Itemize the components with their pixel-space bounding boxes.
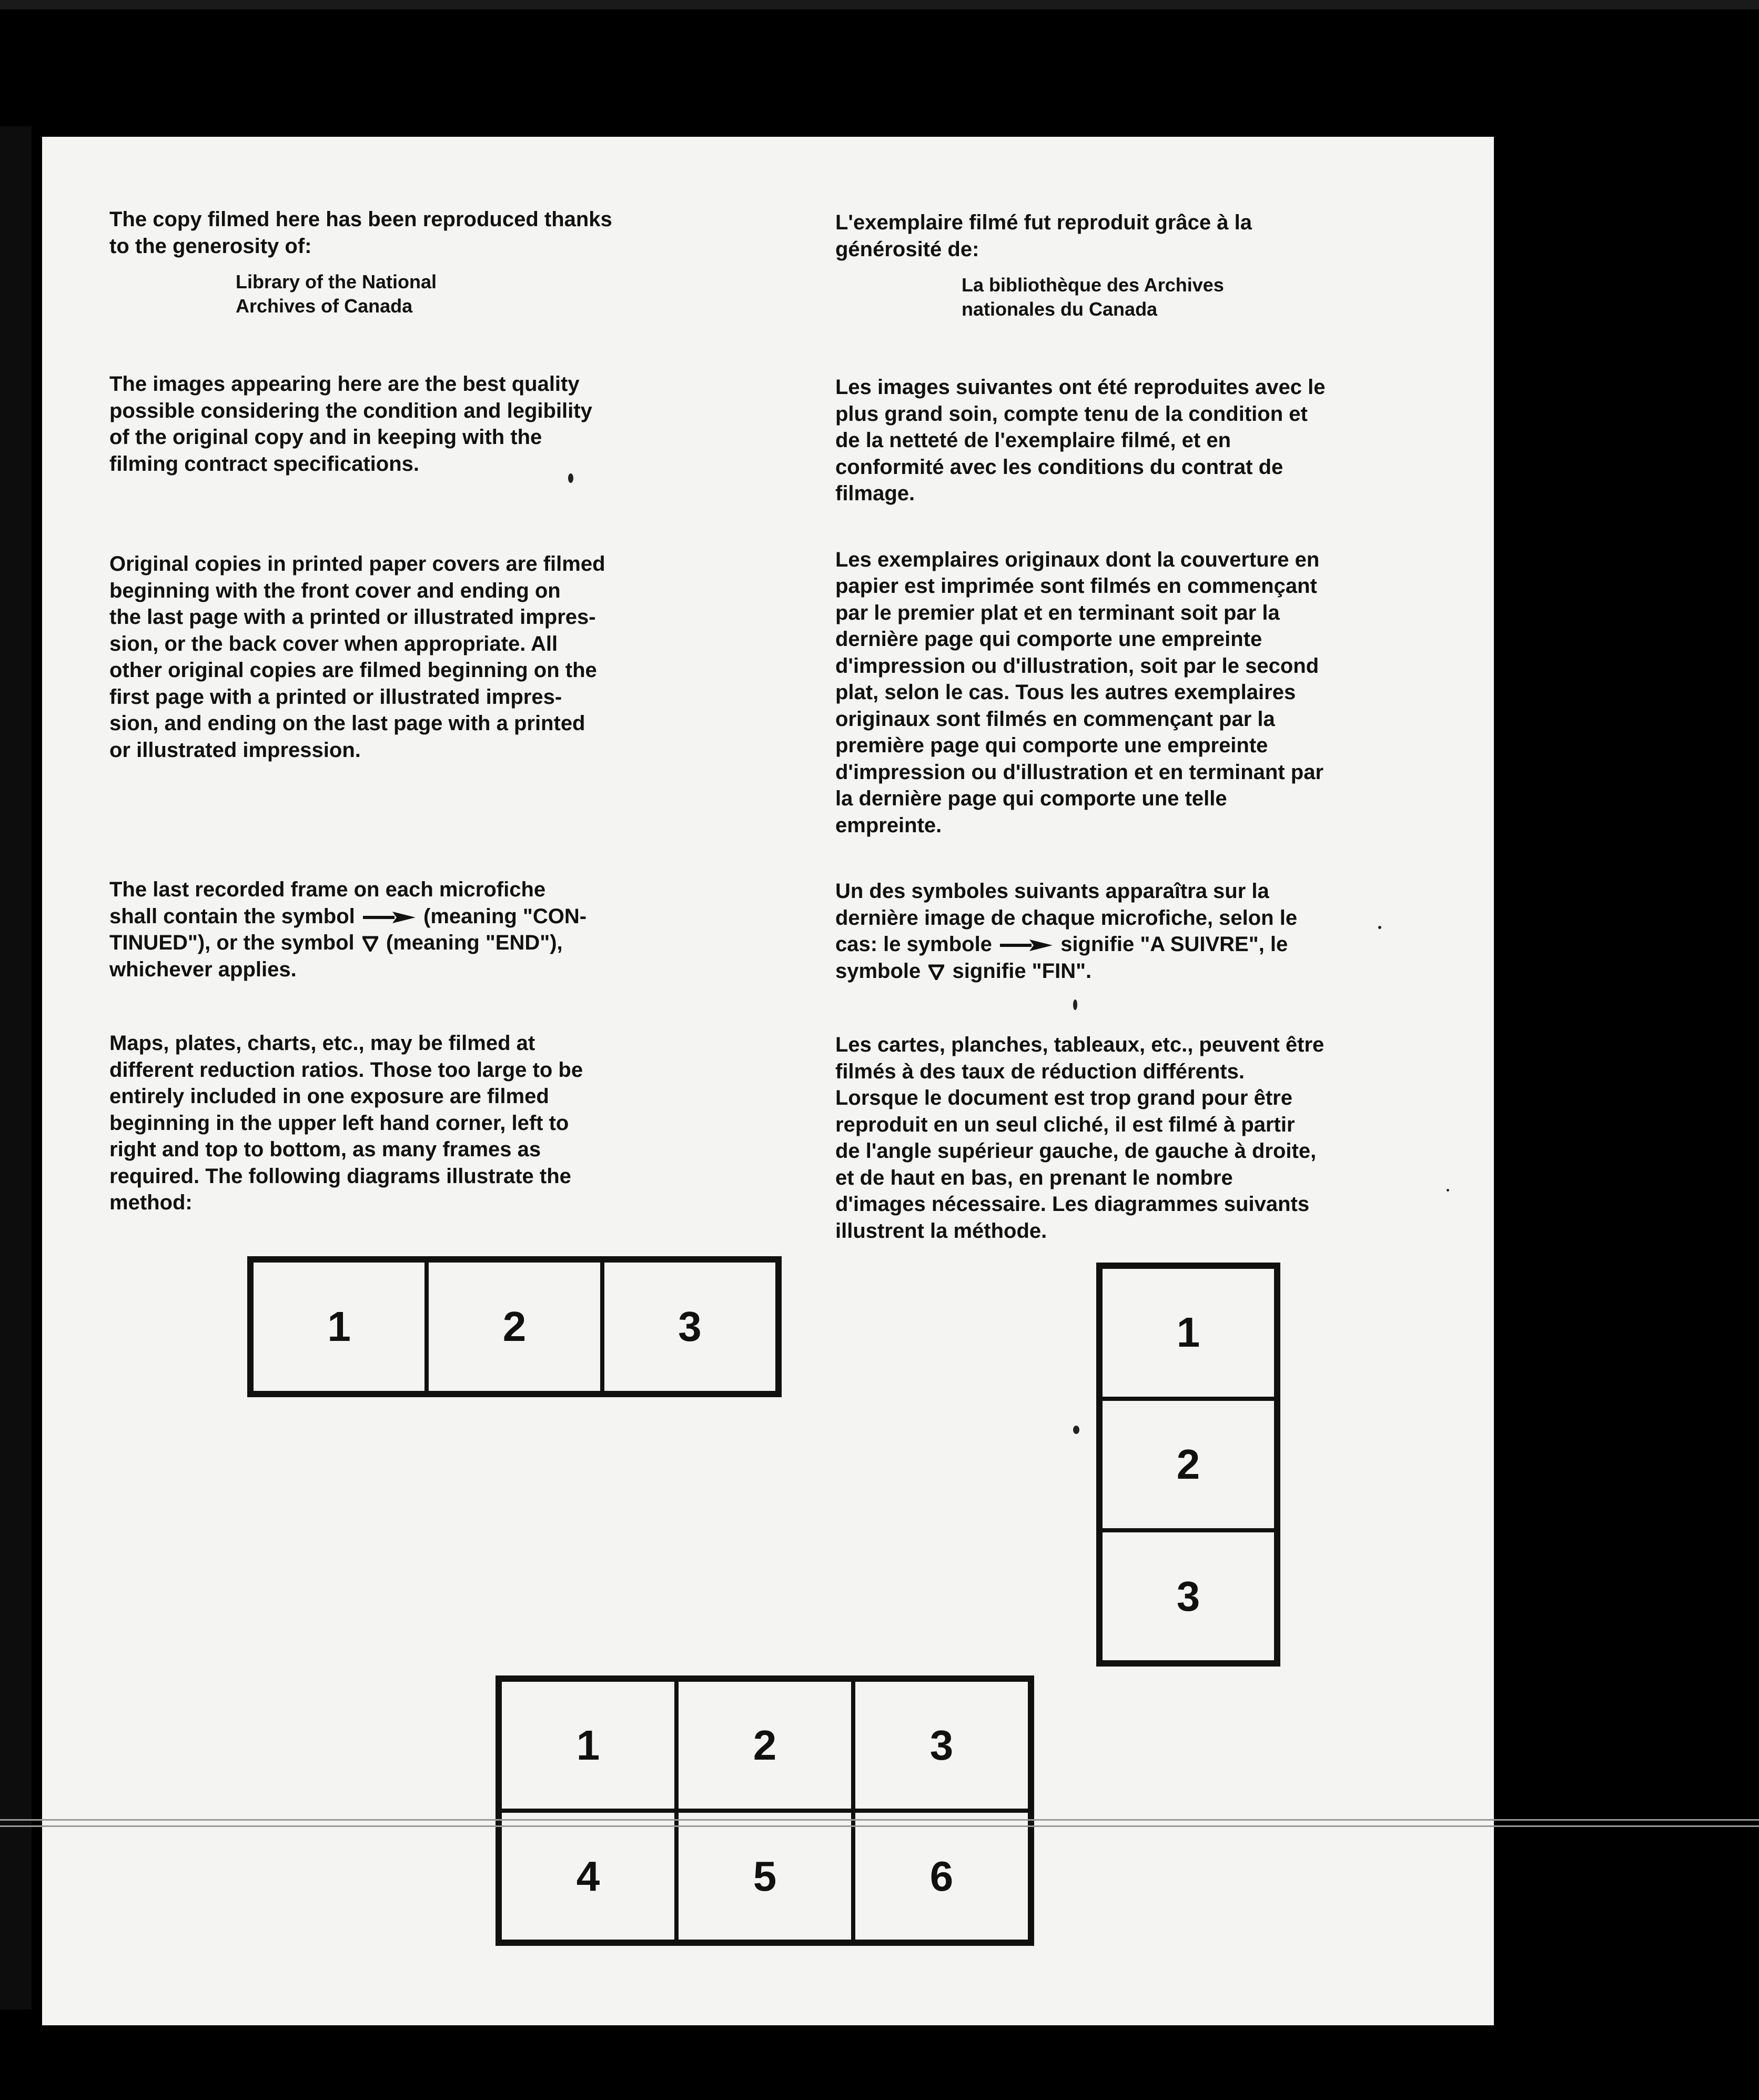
diagram-vertical-frames xyxy=(1096,1263,1280,1667)
frame-cell: 5 xyxy=(676,1811,853,1942)
microfiche-notice-page xyxy=(42,137,1494,2025)
continued-arrow-icon xyxy=(363,911,416,924)
english-column xyxy=(109,206,720,1216)
frame-cell: 6 xyxy=(853,1811,1030,1942)
scan-line xyxy=(0,1825,1759,1827)
fr-quality-text: Les images suivantes ont été reproduites avec le plus grand soin, compte tenu de la condition et de la netteté de l'exemplaire filmé, et en conformité avec les conditions du contrat de filmage. xyxy=(835,376,1326,505)
dust-speck xyxy=(1073,999,1077,1010)
en-maps-text: Maps, plates, charts, etc., may be filmed at different reduction ratios. Those too large to be entirely included in one exposure are filmed beginning in the upper left hand corner, left to right and top to bottom, as many frames as required. The following diagrams illustrate the method: xyxy=(109,1032,583,1214)
en-symbol-line-4: whichever applies. xyxy=(109,957,297,981)
en-library-name: Library of the National Archives of Canada xyxy=(236,271,437,317)
frame-cell: 1 xyxy=(500,1680,676,1811)
end-triangle-icon xyxy=(362,936,378,952)
fr-symbol-line-4a: symbole xyxy=(835,959,921,983)
en-symbol-line-2a: shall contain the symbol xyxy=(109,904,355,928)
fr-library-name: La bibliothèque des Archives nationales du Canada xyxy=(962,274,1224,320)
en-thanks-text: The copy filmed here has been reproduced thanks to the generosity of: xyxy=(109,208,612,258)
dust-speck xyxy=(1378,926,1381,929)
fr-symbol-line-3 xyxy=(835,931,1445,958)
en-symbol-line-2 xyxy=(109,903,720,930)
scan-line xyxy=(0,1819,1759,1821)
en-symbol-line-3 xyxy=(109,930,720,956)
fr-symbol-line-4b: signifie "FIN". xyxy=(952,959,1092,983)
en-symbol-line-3b: (meaning "END"), xyxy=(386,931,563,954)
a-suivre-arrow-icon xyxy=(1000,938,1053,952)
en-original-copies-text: Original copies in printed paper covers are filmed beginning with the front cover and ending on the last page with a printed or illustrated impres- sion, or the back cover when appropriate. All other original copies are filmed beginning on the first page with a printed or illustrated impres- sion, and ending on the last page with a printed or illustrated impression. xyxy=(109,552,605,762)
frame-cell: 3 xyxy=(602,1260,777,1393)
en-quality-text: The images appearing here are the best quality possible considering the condition and legibility of the original copy and in keeping with the filming contract specifications. xyxy=(109,372,592,476)
fr-symbol-line-2: dernière image de chaque microfiche, selon le xyxy=(835,906,1298,930)
en-symbol-line-1: The last recorded frame on each microfiche xyxy=(109,878,546,901)
diagram-six-frames xyxy=(496,1675,1034,1946)
frame-cell: 1 xyxy=(251,1260,427,1393)
film-edge-top xyxy=(0,0,1759,9)
frame-cell: 2 xyxy=(676,1680,853,1811)
fr-original-copies-text: Les exemplaires originaux dont la couverture en papier est imprimée sont filmés en commençant par le premier plat et en terminant soit par la dernière page qui comporte une empreinte d'impression ou d'illustration, soit par le second plat, selon le cas. Tous les autres exemplaires originaux sont filmés en commençant par la première page qui comporte une empreinte d'impression ou d'illustration et en terminant par la dernière page qui comporte une telle empreinte. xyxy=(835,548,1324,837)
fr-symbol-line-3a: cas: le symbole xyxy=(835,933,992,956)
frame-cell: 1 xyxy=(1100,1267,1276,1399)
en-symbol-line-3a: TINUED"), or the symbol xyxy=(109,931,355,954)
frame-cell: 3 xyxy=(853,1680,1030,1811)
dust-speck xyxy=(568,473,573,483)
fr-maps-text: Les cartes, planches, tableaux, etc., peuvent être filmés à des taux de réduction différents. Lorsque le document est trop grand pour être reproduit en un seul cliché, il est filmé à partir de l'angle supérieur gauche, de gauche à droite, et de haut en bas, en prenant le nombre d'images nécessaire. Les diagrammes suivants illustrent la méthode. xyxy=(835,1033,1325,1243)
en-symbol-line-2b: (meaning "CON- xyxy=(423,904,587,928)
film-edge-left xyxy=(0,126,32,2010)
diagram-horizontal-frames xyxy=(247,1256,782,1397)
frame-cell: 3 xyxy=(1100,1530,1276,1662)
fr-symbol-line-3b: signifie "A SUIVRE", le xyxy=(1060,933,1288,956)
fr-symbol-text xyxy=(835,878,1445,984)
fin-triangle-icon xyxy=(928,964,944,980)
frame-cell: 4 xyxy=(500,1811,676,1942)
frame-cell: 2 xyxy=(1100,1399,1276,1531)
dust-speck xyxy=(1073,1426,1079,1434)
fr-symbol-line-4 xyxy=(835,958,1445,985)
en-symbol-text xyxy=(109,876,720,983)
fr-symbol-line-1: Un des symboles suivants apparaîtra sur la xyxy=(835,880,1269,903)
dust-speck xyxy=(1447,1189,1449,1192)
frame-cell: 2 xyxy=(427,1260,602,1393)
french-column xyxy=(835,209,1445,1244)
fr-thanks-text: L'exemplaire filmé fut reproduit grâce à la générosité de: xyxy=(835,211,1252,261)
